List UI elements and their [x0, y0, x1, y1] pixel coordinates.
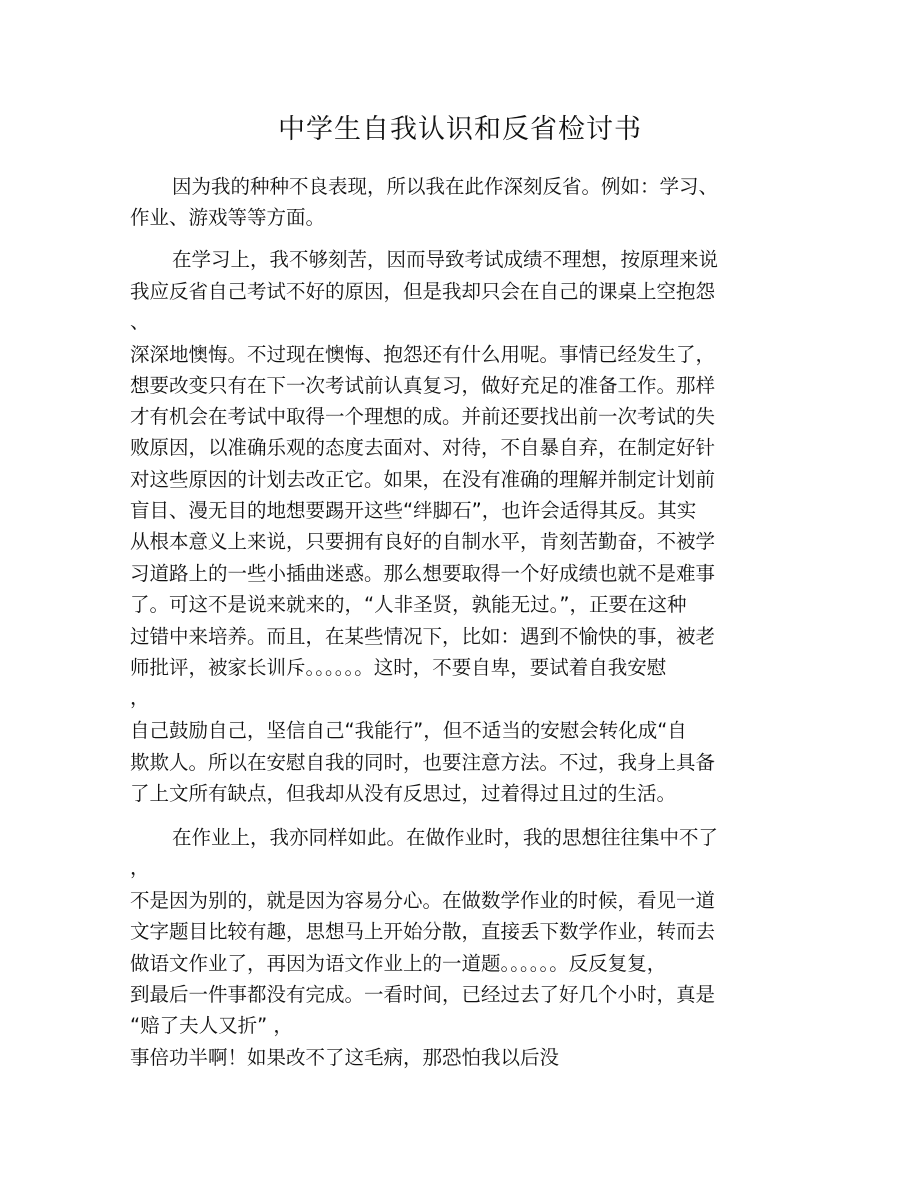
text-line: 才有机会在考试中取得一个理想的成。并前还要找出前一次考试的失	[130, 405, 716, 428]
text-line: 盲目、漫无目的地想要踢开这些“绊脚石”，也许会适得其反。其实	[130, 499, 697, 522]
text-line: 师批评，被家长训斥。。。。。。这时，不要自卑，要试着自我安慰	[130, 656, 667, 679]
text-line: 做语文作业了，再因为语文作业上的一道题。。。。。。反反复复，	[130, 952, 667, 975]
text-line: 在作业上，我亦同样如此。在做作业时，我的思想往往集中不了	[172, 826, 719, 849]
text-line: 文字题目比较有趣，思想马上开始分散，直接丢下数学作业，转而去	[130, 920, 716, 943]
text-line: ，	[130, 686, 150, 709]
text-line: 了。可这不是说来就来的，“人非圣贤，孰能无过。”，正要在这种	[130, 593, 687, 616]
text-line: 我应反省自己考试不好的原因，但是我却只会在自己的课桌上空抱怨	[130, 280, 716, 303]
text-line: 因为我的种种不良表现，所以我在此作深刻反省。例如：学习、	[172, 175, 719, 198]
text-line: 到最后一件事都没有完成。一看时间，已经过去了好几个小时，真是	[130, 983, 716, 1006]
text-line: 过错中来培养。而且，在某些情况下，比如：遇到不愉快的事，被老	[130, 625, 716, 648]
text-line: 不是因为别的，就是因为容易分心。在做数学作业的时候，看见一道	[130, 889, 716, 912]
text-line: 、	[130, 310, 150, 333]
text-line: 败原因，以准确乐观的态度去面对、对待，不自暴自弃，在制定好针	[130, 436, 716, 459]
document-title: 中学生自我认识和反省检讨书	[278, 114, 642, 145]
text-line: 从根本意义上来说，只要拥有良好的自制水平，肯刻苦勤奋，不被学	[130, 530, 716, 553]
text-line: 事倍功半啊！如果改不了这毛病，那恐怕我以后没	[130, 1046, 560, 1069]
text-line: “赔了夫人又折” ，	[130, 1014, 293, 1037]
text-line: 想要改变只有在下一次考试前认真复习，做好充足的准备工作。那样	[130, 374, 716, 397]
text-line: 自己鼓励自己，坚信自己“我能行”，但不适当的安慰会转化成“自	[130, 719, 687, 742]
text-line: 习道路上的一些小插曲迷惑。那么想要取得一个好成绩也就不是难事	[130, 562, 716, 585]
text-line: ，	[130, 856, 150, 879]
text-line: 了上文所有缺点，但我却从没有反思过，过着得过且过的生活。	[130, 782, 677, 805]
text-line: 深深地懊悔。不过现在懊悔、抱怨还有什么用呢。事情已经发生了，	[130, 343, 716, 366]
text-line: 作业、游戏等等方面。	[130, 206, 326, 229]
text-line: 对这些原因的计划去改正它。如果，在没有准确的理解并制定计划前	[130, 468, 716, 491]
text-line: 在学习上，我不够刻苦，因而导致考试成绩不理想，按原理来说	[172, 248, 719, 271]
text-line: 欺欺人。所以在安慰自我的同时，也要注意方法。不过，我身上具备	[130, 751, 716, 774]
